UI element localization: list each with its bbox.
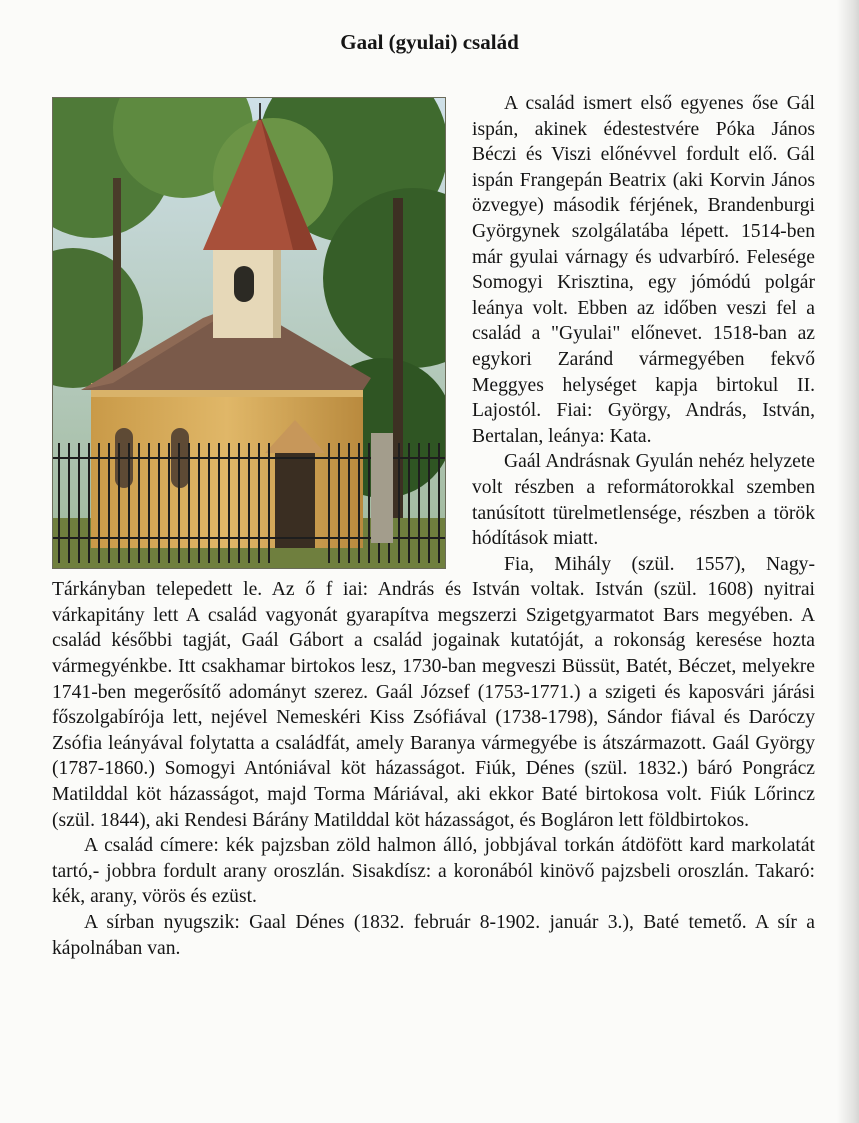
paragraph: Fia, Mihály (szül. 1557), Nagy-Tárkányban telepedett le. Az ő f iai: András és István voltak. István (szül. 1608) nyitrai várkapitány lett A család vagyonát gyarapítva megszerzi Szigetgyarmatot Bars megyében. A család későbbi tagját, Gaál Gábort a család jogainak kutatóját, a rokonság keresése hozta vármegyénkbe. Itt csakhamar birtokos lesz, 1730-ban megveszi Büssüt, Batét, Béczet, melyekre 1741-ben megerősítő adományt szerez. Gaál József (1753-1771.) a szigeti és kaposvári járási főszolgabírója lett, nejével Nemeskéri Kiss Zsófiával (1738-1798), Sándor fiával és Daróczy Zsófia leányával folytatta a családfát, amely Baranya vármegyébe is átszármazott. Gaál György (1787-1860.) Somogyi Antóniával köt házasságot. Fiúk, Dénes (szül. 1832.) báró Pongrácz Matilddal köt házasságot, majd Torma Máriával, aki ekkor Baté birtokosa volt. Fiúk Lőrincz (szül. 1844), aki Rendesi Bárány Matilddal köt házasságot, és Bogláron lett földbirtokos. (52, 553, 815, 831)
photo-spacer (52, 91, 472, 567)
paragraph: A sírban nyugszik: Gaal Dénes (1832. február 8-1902. január 3.), Baté temető. A sír a kápolnában van. (52, 912, 815, 959)
page-edge-shadow (837, 0, 859, 1123)
paragraph: Gaál Andrásnak Gyulán nehéz helyzete volt részben a reformátorokkal szemben tanúsított türelmetlensége, részben a török hódítások miatt. (472, 451, 815, 550)
article-body (52, 91, 815, 961)
paragraph: A család ismert első egyenes őse Gál ispán, akinek édestestvére Póka János Béczi és Viszi előnévvel fordult elő. Gál ispán Frangepán Beatrix (aki Korvin János özvegye) második férjének, Brandenburgi Györgynek szolgálatába lépett. 1514-ben már gyulai várnagy és udvarbíró. Felesége Somogyi Krisztina, egy jómódú polgár leánya volt. Ebben az időben veszi fel a család a "Gyulai" előnevet. 1518-ban az egykori Zaránd vármegyében fekvő Meggyes helységet kapja birtokul II. Lajostól. Fiai: György, András, István, Bertalan, leánya: Kata. (472, 93, 815, 447)
page-title: Gaal (gyulai) család (340, 30, 519, 54)
paragraph: A család címere: kék pajzsban zöld halmon álló, jobbjával torkán átdöfött kard markolatát tartó,- jobbra fordult arany oroszlán. Sisakdísz: a koronából kinövő pajzsbeli oroszlán. Takaró: kék, arany, vörös és ezüst. (52, 835, 815, 908)
